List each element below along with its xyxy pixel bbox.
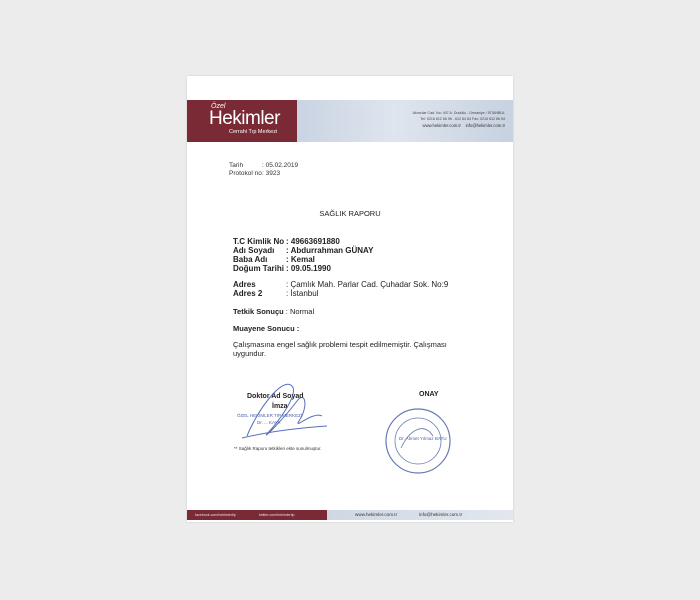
- test-result-label: Tetkik Sonuçu: [233, 307, 284, 316]
- father-value: : Kemal: [286, 255, 315, 264]
- footer-social-band: [187, 510, 327, 520]
- conclusion-line-2: uygundur.: [233, 349, 266, 358]
- footer-twitter: twitter.com/hekimlertip: [259, 513, 295, 517]
- page-footer: [187, 510, 513, 520]
- logo-name: Hekimler: [209, 108, 280, 129]
- address-label: Adres: [233, 280, 256, 289]
- doctor-signature-icon: [242, 384, 327, 438]
- address2-label: Adres 2: [233, 289, 263, 298]
- protocol-label: Protokol no: [229, 170, 262, 177]
- conclusion-line-1: Çalışmasına engel sağlık problemi tespit edilmemiştir. Çalışması: [233, 340, 447, 349]
- protocol-value: : 3923: [262, 170, 281, 177]
- footer-email: info@hekimler.com.tr: [419, 512, 463, 517]
- tc-label: T.C Kimlik No: [233, 237, 285, 246]
- date-value: : 05.02.2019: [262, 162, 299, 169]
- official-stamp-icon: [386, 409, 450, 473]
- doctor-name-label: Doktor Ad Soyad: [247, 393, 304, 400]
- onay-stamp-name: Dr. Ahmet Yılmaz BATU: [399, 436, 447, 441]
- doctor-stamp-line-2: Dr. ... KAYA: [257, 420, 281, 425]
- footer-contact-band: [327, 510, 513, 520]
- clinic-web: www.hekimler.com.tr: [422, 123, 461, 128]
- clinic-phones: Tel: 0216 612 66 96 - 612 64 84 Fax: 0216 612 66 54: [420, 117, 505, 121]
- footer-facebook: facebook.com/hekimlertip: [195, 513, 236, 517]
- father-label: Baba Adı: [233, 255, 268, 264]
- exam-result-label: Muayene Sonucu :: [233, 324, 300, 333]
- address-value: : Çamlık Mah. Parlar Cad. Çuhadar Sok. No:9: [286, 280, 449, 289]
- logo-small-text: Özel: [211, 103, 226, 110]
- birth-value: : 09.05.1990: [286, 264, 331, 273]
- tc-value: : 49663691880: [286, 237, 340, 246]
- footer-web: www.hekimler.com.tr: [355, 512, 398, 517]
- date-label: Tarih: [229, 162, 244, 169]
- logo-subtitle: Cerrahi Tıp Merkezi: [229, 129, 278, 135]
- doctor-stamp-line-1: ÖZEL HEKİMLER TIP MERKEZİ: [237, 413, 303, 418]
- name-label: Adı Soyadı: [233, 246, 275, 255]
- approval-label: ONAY: [419, 391, 439, 398]
- birth-label: Doğum Tarihi: [233, 264, 284, 273]
- signature-and-stamps: [187, 76, 513, 522]
- signature-label: İmza: [272, 403, 288, 410]
- attachment-note: ** Sağlık Raporu tetkikleri ekte sunulmuştur.: [234, 446, 322, 451]
- report-page: [187, 76, 513, 522]
- clinic-address: Akıncılar Cad. No: 407 A. Dudullu - Ümraniye / İSTANBUL: [412, 111, 505, 115]
- name-value: : Abdurrahman GÜNAY: [286, 246, 374, 255]
- address2-value: : İstanbul: [286, 289, 319, 298]
- test-result-value: : Normal: [285, 307, 315, 316]
- report-title: SAĞLIK RAPORU: [319, 209, 381, 218]
- clinic-email: info@hekimler.com.tr: [465, 123, 505, 128]
